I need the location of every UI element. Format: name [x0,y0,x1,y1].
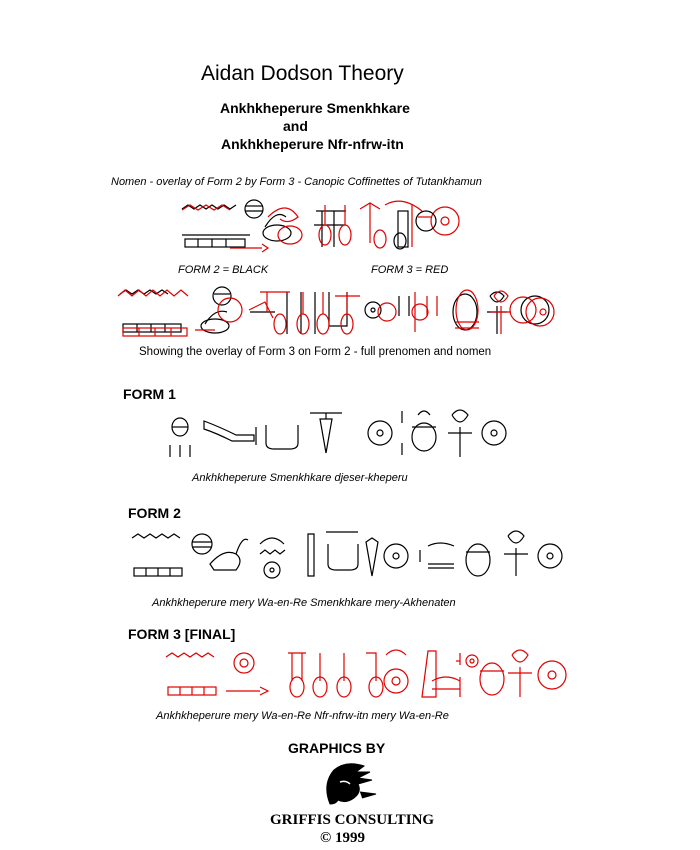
form3-cartouche-glyphs-icon [166,650,566,697]
form2-nomen-glyphs-icon [182,200,346,247]
form3-full-glyphs-icon [118,290,554,336]
legend-form2-black: FORM 2 = BLACK [178,264,269,276]
griffin-head-logo-icon [320,760,380,810]
form2-full-glyphs-icon [120,287,549,334]
form2-heading: FORM 2 [128,505,181,521]
subtitle-line-3: Ankhkheperure Nfr-nfrw-itn [221,136,404,152]
form1-glyph-row [160,405,520,467]
company-name: GRIFFIS CONSULTING [270,812,435,828]
form1-cartouche-glyphs-icon [170,410,506,457]
graphics-by-label: GRAPHICS BY [288,740,386,756]
legend-form3-red: FORM 3 = RED [371,264,449,276]
overlay-caption-top: Nomen - overlay of Form 2 by Form 3 - Canopic Coffinettes of Tutankhamun [111,176,482,188]
form2-caption: Ankhkheperure mery Wa-en-Re Smenkhkare mery-Akhenaten [152,597,456,609]
form1-caption: Ankhkheperure Smenkhkare djeser-kheperu [192,472,408,484]
form1-heading: FORM 1 [123,386,176,402]
form2-cartouche-glyphs-icon [132,531,562,578]
form3-heading: FORM 3 [FINAL] [128,626,236,642]
copyright-notice: © 1999 [320,830,365,846]
form3-caption: Ankhkheperure mery Wa-en-Re Nfr-nfrw-itn mery Wa-en-Re [156,710,449,722]
nomen-overlay-glyph-row [170,195,470,257]
form3-glyph-row [160,645,580,705]
form2-glyph-row [128,524,568,588]
full-overlay-glyph-row [115,282,565,344]
subtitle-line-2: and [283,118,308,134]
overlay-caption-bottom: Showing the overlay of Form 3 on Form 2 - full prenomen and nomen [139,346,492,358]
page-title: Aidan Dodson Theory [201,62,404,85]
subtitle-line-1: Ankhkheperure Smenkhkare [220,100,410,116]
